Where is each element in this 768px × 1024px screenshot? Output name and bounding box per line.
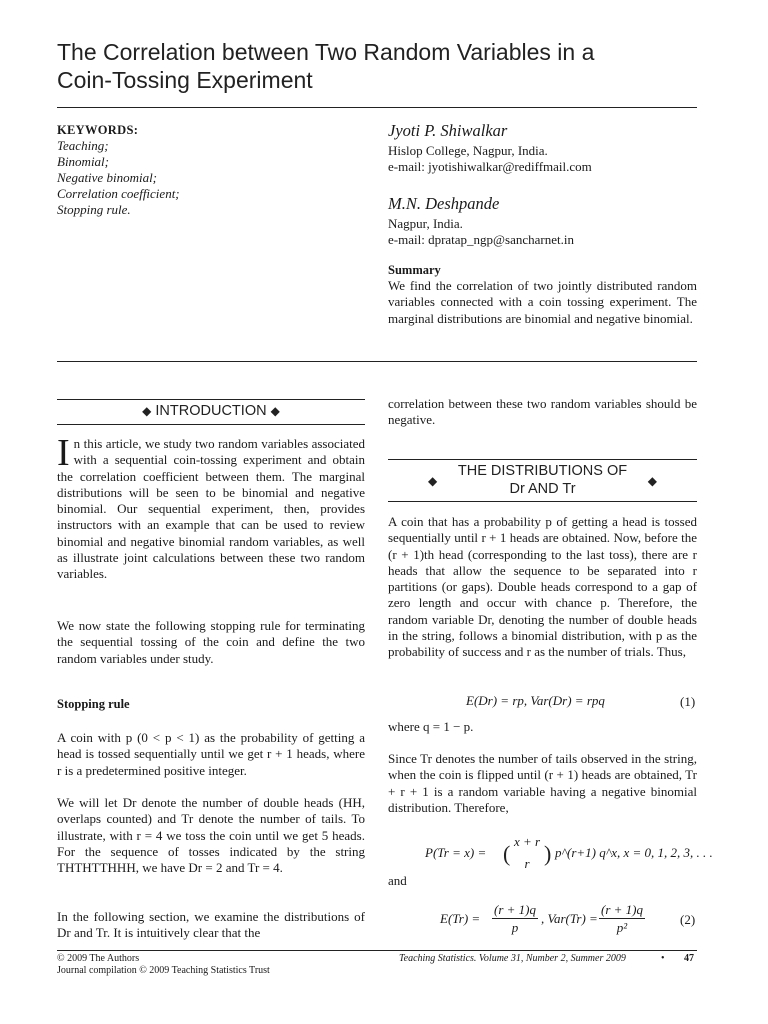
keyword-item: Teaching; xyxy=(57,138,109,153)
title-rule xyxy=(57,107,697,108)
keywords-list xyxy=(57,138,180,218)
distributions-heading-line-2: Dr AND Tr xyxy=(509,481,576,497)
equation-2-numerator-2: (r + 1)q xyxy=(601,902,643,917)
binom-bottom: r xyxy=(524,856,530,871)
distributions-heading-line-1: THE DISTRIBUTIONS OF xyxy=(457,463,628,479)
author-affiliation: Hislop College, Nagpur, India. xyxy=(388,143,548,158)
title-line-2: Coin-Tossing Experiment xyxy=(57,67,313,93)
stopping-paragraph-3: In the following section, we examine the distributions of Dr and Tr. It is intuitively clear that the xyxy=(57,909,365,941)
keyword-item: Binomial; xyxy=(57,154,109,169)
section-rule-bottom xyxy=(388,501,697,502)
equation-2-lhs: E(Tr) = xyxy=(440,911,481,926)
equation-2-mid: , Var(Tr) = xyxy=(541,911,598,926)
author-name: M.N. Deshpande xyxy=(388,194,500,213)
fraction-bar xyxy=(492,918,538,919)
page-number: 47 xyxy=(684,953,694,964)
equation-prob-rhs: p^(r+1) q^x, x = 0, 1, 2, 3, . . . xyxy=(555,845,713,860)
summary-text: We find the correlation of two jointly distributed random variables connected with a coin tossing experiment. The marginal distributions are binomial and negative binomial. xyxy=(388,278,697,326)
summary-heading: Summary xyxy=(388,263,441,277)
summary-rule xyxy=(57,361,697,362)
author-block-1 xyxy=(388,121,592,175)
footer-bullet: • xyxy=(661,953,665,964)
equation-1-number: (1) xyxy=(680,694,696,709)
author-name: Jyoti P. Shiwalkar xyxy=(388,121,508,140)
intro-paragraph-1 xyxy=(57,432,365,583)
equation-2-number: (2) xyxy=(680,912,696,927)
intro-paragraph-2: We now state the following stopping rule for terminating the sequential tossing of the coin and define the two random variables under study. xyxy=(57,618,365,666)
intro-heading-text: INTRODUCTION xyxy=(155,403,267,419)
diamond-icon: ◆ xyxy=(270,404,280,418)
equation-2-denominator-1: p xyxy=(511,920,519,935)
footer-rule xyxy=(57,950,697,951)
footer-journal: Teaching Statistics. Volume 31, Number 2, Summer 2009 xyxy=(399,953,626,964)
footer-copyright-2: Journal compilation © 2009 Teaching Statistics Trust xyxy=(57,965,270,976)
continuation-text: correlation between these two random variables should be negative. xyxy=(388,396,697,428)
footer-copyright-1: © 2009 The Authors xyxy=(57,953,140,964)
drop-cap: I xyxy=(57,432,70,474)
equation-2-numerator-1: (r + 1)q xyxy=(494,902,536,917)
intro-heading xyxy=(57,403,365,419)
keyword-item: Negative binomial; xyxy=(57,170,158,185)
keyword-item: Stopping rule. xyxy=(57,202,131,217)
where-text: where q = 1 − p. xyxy=(388,719,474,734)
stopping-rule-heading: Stopping rule xyxy=(57,697,130,711)
intro-rule-top xyxy=(57,399,365,400)
stopping-paragraph-2: We will let Dr denote the number of double heads (HH, overlaps counted) and Tr denote the number of tails. To illustrate, with r = 4 we toss the coin until we get 5 heads. For the sequence of tosses indicated by the string THTHTTHHH, we have Dr = 2 and Tr = 4. xyxy=(57,795,365,876)
diamond-icon: ◆ xyxy=(428,474,438,488)
keyword-item: Correlation coefficient; xyxy=(57,186,180,201)
binom-top: x + r xyxy=(513,834,541,849)
and-text: and xyxy=(388,873,407,888)
binom-left-paren: ( xyxy=(503,841,511,866)
author-email: e-mail: jyotishiwalkar@rediffmail.com xyxy=(388,159,592,174)
fraction-bar xyxy=(599,918,645,919)
stopping-paragraph-1: A coin with p (0 < p < 1) as the probability of getting a head is tossed sequentially until we get r + 1 heads, where r is a predetermined positive integer. xyxy=(57,730,365,778)
title-line-1: The Correlation between Two Random Variables in a xyxy=(57,39,595,65)
diamond-icon: ◆ xyxy=(142,404,152,418)
author-block-2 xyxy=(388,194,574,248)
diamond-icon: ◆ xyxy=(647,474,657,488)
binom-right-paren: ) xyxy=(544,841,552,866)
equation-prob-lhs: P(Tr = x) = xyxy=(425,845,487,860)
author-email: e-mail: dpratap_ngp@sancharnet.in xyxy=(388,232,574,247)
distributions-heading xyxy=(388,462,697,498)
intro-rule-bottom xyxy=(57,424,365,425)
article-title xyxy=(57,38,717,94)
distributions-paragraph-2: Since Tr denotes the number of tails observed in the string, when the coin is flipped until (r + 1) heads are obtained, Tr + r + 1 is a random variable having a negative binomial distribution. Therefore, xyxy=(388,751,697,815)
distributions-paragraph-1: A coin that has a probability p of getting a head is tossed sequentially until r + 1 heads are obtained. Now, before the (r + 1)th head (corresponding to the last toss), there are r heads that allow the sequence to be separated into r partitions (or gaps). Double heads correspond to a gap of zero length and occur with chance p. Therefore, the random variable Dr, denoting the number of double heads in the string, follows a binomial distribution, with p as the probability of success and r as the number of trials. Thus, xyxy=(388,514,697,660)
section-rule-top xyxy=(388,459,697,460)
keywords-heading: KEYWORDS: xyxy=(57,123,139,137)
equation-2-denominator-2: p² xyxy=(616,920,628,935)
intro-p1-text: n this article, we study two random variables associated with a sequential coin-tossing experiment and obtain the correlation coefficient between them. The marginal distributions will be seen to be binomial and negative binomial. Our sequential experiment, then, provides instructors with an example that can be used to review binomial and negative binomial random variables, as well as illustrate joint calculations between these two random variables. xyxy=(57,436,365,582)
author-affiliation: Nagpur, India. xyxy=(388,216,463,231)
equation-1: E(Dr) = rp, Var(Dr) = rpq xyxy=(466,693,605,708)
